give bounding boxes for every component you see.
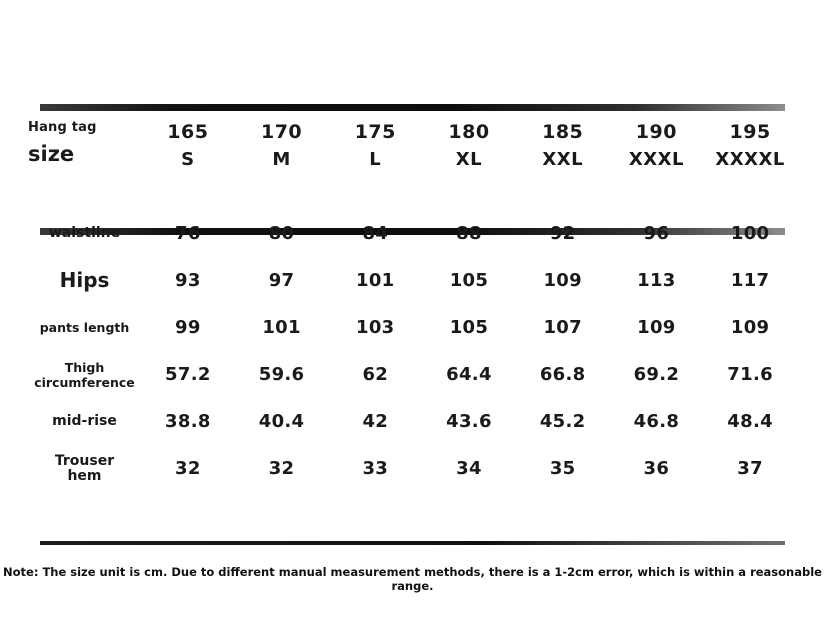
cell-waistline-2: 80 [268,223,295,244]
header-label-line1: Hang tag [28,120,97,135]
column-alpha-6: XXXL [628,149,684,170]
column-height-4: 180 [448,121,490,143]
cell-pants-length-7: 109 [730,317,770,338]
column-header-5 [516,118,610,210]
cell-pants-length-5: 107 [543,317,582,338]
row-label-trouser-line2: hem [67,467,102,484]
measurement-note: Note: The size unit is cm. Due to different manual measurement methods, there is a 1-2cm error, which is within a reasonable range. [3,565,822,593]
table-row [28,445,797,492]
row-label-pants-length: pants length [39,320,130,335]
cell-thigh-3: 62 [362,364,389,385]
column-alpha-1: S [181,149,195,170]
cell-waistline-5: 92 [549,223,576,244]
cell-thigh-2: 59.6 [258,364,305,385]
column-header-4 [422,118,516,210]
cell-mid-rise-2: 40.4 [258,411,305,432]
cell-hips-6: 113 [637,270,676,291]
cell-hips-3: 101 [356,270,395,291]
cell-trouser-hem-7: 37 [737,458,763,479]
row-label-waistline: waistline [48,225,121,241]
column-header-6 [610,118,704,210]
table-row [28,398,797,445]
cell-waistline-6: 96 [643,223,670,244]
cell-hips-4: 105 [449,270,489,291]
cell-trouser-hem-2: 32 [268,458,295,479]
header-label-line2: size [28,142,75,166]
column-header-3 [328,118,422,210]
cell-pants-length-4: 105 [449,317,489,338]
header-label-cell [28,118,141,210]
column-height-5: 185 [542,121,584,143]
cell-mid-rise-1: 38.8 [165,411,211,432]
row-label-trouser-line1: Trouser [54,452,115,469]
row-label-hips: Hips [59,268,110,292]
column-height-7: 195 [729,121,771,143]
cell-hips-5: 109 [543,270,582,291]
column-height-3: 175 [354,121,396,143]
cell-waistline-3: 84 [362,223,389,244]
column-alpha-7: XXXXL [715,149,785,170]
cell-trouser-hem-6: 36 [643,458,670,479]
cell-pants-length-3: 103 [356,317,395,338]
cell-thigh-5: 66.8 [539,364,586,385]
divider-bottom [40,541,785,545]
row-label-mid-rise: mid-rise [52,413,117,429]
cell-mid-rise-4: 43.6 [446,411,492,432]
cell-mid-rise-5: 45.2 [539,411,586,432]
row-label-trouser-hem [28,445,141,492]
cell-waistline-7: 100 [730,223,770,244]
cell-mid-rise-3: 42 [362,411,389,432]
column-alpha-4: XL [455,149,483,170]
cell-pants-length-2: 101 [262,317,301,338]
cell-trouser-hem-3: 33 [362,458,389,479]
cell-thigh-7: 71.6 [727,364,773,385]
cell-mid-rise-7: 48.4 [727,411,773,432]
row-label-thigh-circumference [28,351,141,398]
cell-mid-rise-6: 46.8 [633,411,680,432]
column-header-2 [235,118,329,210]
cell-thigh-6: 69.2 [633,364,680,385]
column-alpha-2: M [272,149,291,170]
cell-trouser-hem-5: 35 [549,458,576,479]
table-row [28,257,797,304]
cell-trouser-hem-1: 32 [175,458,201,479]
cell-hips-1: 93 [175,270,201,291]
table-row [28,210,797,257]
cell-waistline-1: 76 [175,223,201,244]
cell-hips-7: 117 [730,270,770,291]
cell-trouser-hem-4: 34 [456,458,482,479]
table-header-row [28,118,797,210]
row-label-thigh-line1: Thigh [64,359,105,375]
column-height-6: 190 [635,121,677,143]
divider-top [40,104,785,111]
size-table [28,118,797,492]
table-row [28,304,797,351]
column-header-7 [703,118,797,210]
cell-pants-length-6: 109 [637,317,676,338]
column-height-1: 165 [167,121,209,143]
cell-hips-2: 97 [268,270,295,291]
cell-waistline-4: 88 [456,223,482,244]
column-header-1 [141,118,235,210]
column-height-2: 170 [260,121,303,143]
column-alpha-3: L [369,149,382,170]
cell-pants-length-1: 99 [175,317,201,338]
row-label-thigh-line2: circumference [34,374,135,390]
cell-thigh-4: 64.4 [446,364,492,385]
column-alpha-5: XXL [542,149,584,170]
cell-thigh-1: 57.2 [165,364,211,385]
table-row [28,351,797,398]
